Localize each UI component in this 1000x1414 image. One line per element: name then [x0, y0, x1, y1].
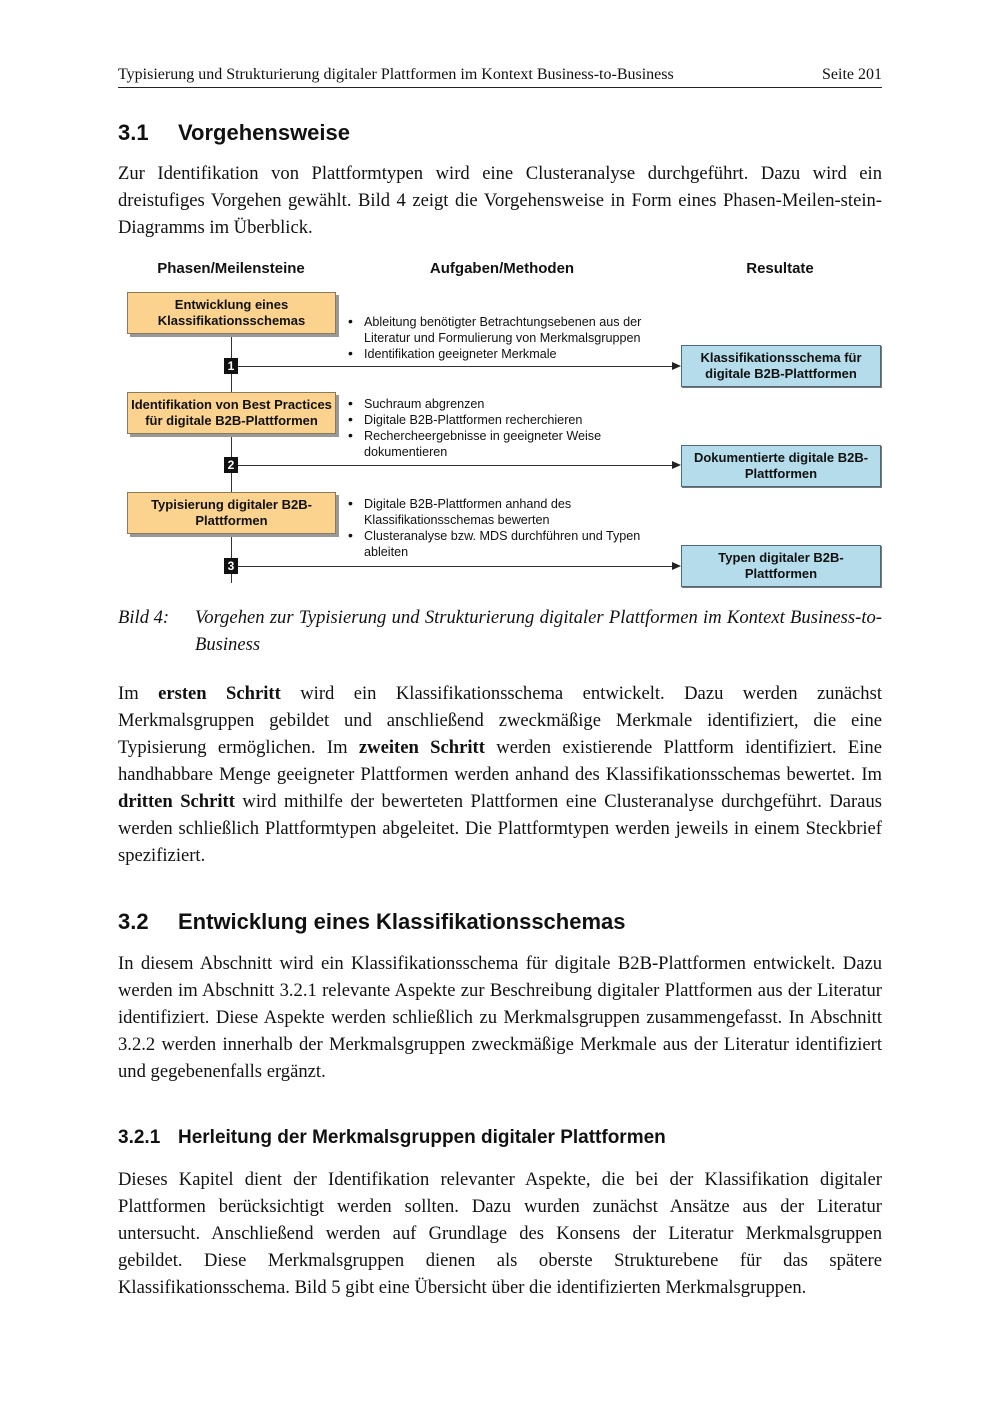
text: Im [118, 683, 159, 704]
result-text: Plattformen [744, 566, 818, 581]
caption-text: Vorgehen zur Typisierung und Strukturierung digitaler Plattformen im Kontext Business-to-Business [195, 607, 882, 655]
section-heading-3-2-1 [118, 1127, 666, 1149]
task-item: • Digitale B2B-Plattformen recherchieren [346, 412, 676, 428]
task-item: • Ableitung benötigter Betrachtungsebenen aus der Literatur und Formulierung von Merkmalsgruppen [346, 314, 676, 346]
paragraph-3-2: In diesem Abschnitt wird ein Klassifikationsschema für digitale B2B-Plattformen entwickelt. Dazu werden im Abschnitt 3.2.1 relevante Aspekte zur Beschreibung digitaler Plattformen aus der Literatur identifiziert. Diese Aspekte werden schließlich zu Merkmalsgruppen zusammengefasst. In Abschnitt 3.2.2 werden innerhalb der Merkmalsgruppen zweckmäßige Merkmale aus der Literatur identifiziert und gegebenenfalls ergänzt. [118, 953, 882, 1082]
caption-label: Bild 4: [118, 607, 170, 628]
phase-box-1 [127, 292, 336, 334]
milestone-marker-3: 3 [224, 558, 238, 574]
phase-text: für digitale B2B-Plattformen [145, 413, 318, 428]
result-text: digitale B2B-Plattformen [705, 366, 857, 381]
paragraph-3-2-1: Dieses Kapitel dient der Identifikation relevanter Aspekte, die bei der Klassifikation digitaler Plattformen berücksichtigt werden sollten. Dazu wurden zunächst Ansätze aus der Literatur untersucht. Anschließend werden auf Grundlage des Konsens der Literatur Merkmalsgruppen gebildet. Diese Merkmalsgruppen dienen als oberste Strukturebene für das spätere Klassifikationsschema. Bild 5 gibt eine Übersicht über die identifizierten Merkmalsgruppen. [118, 1169, 882, 1298]
task-list-2 [346, 396, 676, 460]
page-number: Seite 201 [822, 66, 882, 83]
task-item: • Clusteranalyse bzw. MDS durchführen und Typen ableiten [346, 528, 664, 560]
text: wird mithilfe der bewerteten Plattformen eine Clusteranalyse durchgeführt. Daraus werden schließlich Plattformtypen abgeleitet. Die Plattformtypen werden jeweils in einem Steckbrief spezifiziert. [118, 791, 883, 866]
header-title: Typisierung und Strukturierung digitaler Plattformen im Kontext Business-to-Business [118, 66, 674, 83]
column-header-phases: Phasen/Meilensteine [157, 260, 305, 277]
result-text: Dokumentierte digitale B2B- [693, 450, 869, 465]
phase-text: Identifikation von Best Practices [131, 397, 332, 412]
task-item: • Digitale B2B-Plattformen anhand des Klassifikationsschemas bewerten [346, 496, 604, 528]
section-title: Herleitung der Merkmalsgruppen digitaler Plattformen [178, 1127, 666, 1148]
task-item: • Rechercheergebnisse in geeigneter Weise dokumentieren [346, 428, 624, 460]
paragraph-steps [118, 680, 882, 869]
phase-text: Plattformen [195, 513, 268, 528]
arrow-icon [238, 366, 672, 367]
running-header [118, 66, 882, 88]
bold-text: ersten Schritt [158, 683, 281, 704]
arrow-icon [238, 566, 672, 567]
milestone-marker-2: 2 [224, 457, 238, 473]
section-number: 3.1 [118, 120, 149, 145]
section-title: Vorgehensweise [178, 120, 350, 145]
phase-text: Klassifikationsschemas [157, 313, 306, 328]
text: werden existierende Plattform identifiziert. Eine handhabbare Menge geeigneter Plattformen werden anhand des Klassifikationsschemas bewertet. Im [118, 737, 882, 785]
result-text: Klassifikationsschema für [700, 350, 862, 365]
text: wird ein Klassifikationsschema entwickelt. Dazu werden zunächst Merkmalsgruppen gebildet und anschließend zweckmäßige Merkmale identifiziert, die eine Typisierung ermöglichen. Im [118, 683, 882, 758]
result-box-1 [681, 345, 881, 387]
task-item: • Identifikation geeigneter Merkmale [346, 346, 676, 362]
phase-text: Typisierung digitaler B2B- [151, 497, 312, 512]
result-text: Typen digitaler B2B- [718, 550, 844, 565]
column-header-tasks: Aufgaben/Methoden [429, 260, 575, 277]
section-title: Entwicklung eines Klassifikationsschemas [178, 909, 626, 934]
section-heading-3-1 [118, 120, 350, 146]
arrow-icon [238, 465, 672, 466]
task-item: • Suchraum abgrenzen [346, 396, 676, 412]
paragraph-intro: Zur Identifikation von Plattformtypen wird eine Clusteranalyse durchgeführt. Dazu wird ein dreistufiges Vorgehen gewählt. Bild 4 zeigt die Vorgehensweise in Form eines Phasen-Meilen-stein-Diagramms im Überblick. [118, 163, 882, 238]
section-heading-3-2 [118, 909, 626, 935]
bold-text: dritten Schritt [118, 791, 235, 812]
phase-text: Entwicklung eines [174, 297, 289, 312]
phase-box-3 [127, 492, 336, 534]
bold-text: zweiten Schritt [358, 737, 485, 758]
figure-caption [118, 604, 882, 658]
milestone-marker-1: 1 [224, 358, 238, 374]
phase-box-2 [127, 392, 336, 434]
column-header-results: Resultate [746, 260, 814, 277]
task-list-1 [346, 314, 676, 362]
result-box-2 [681, 445, 881, 487]
result-text: Plattformen [744, 466, 818, 481]
result-box-3 [681, 545, 881, 587]
task-list-3 [346, 496, 676, 560]
section-number: 3.2 [118, 909, 149, 934]
section-number: 3.2.1 [118, 1127, 161, 1148]
